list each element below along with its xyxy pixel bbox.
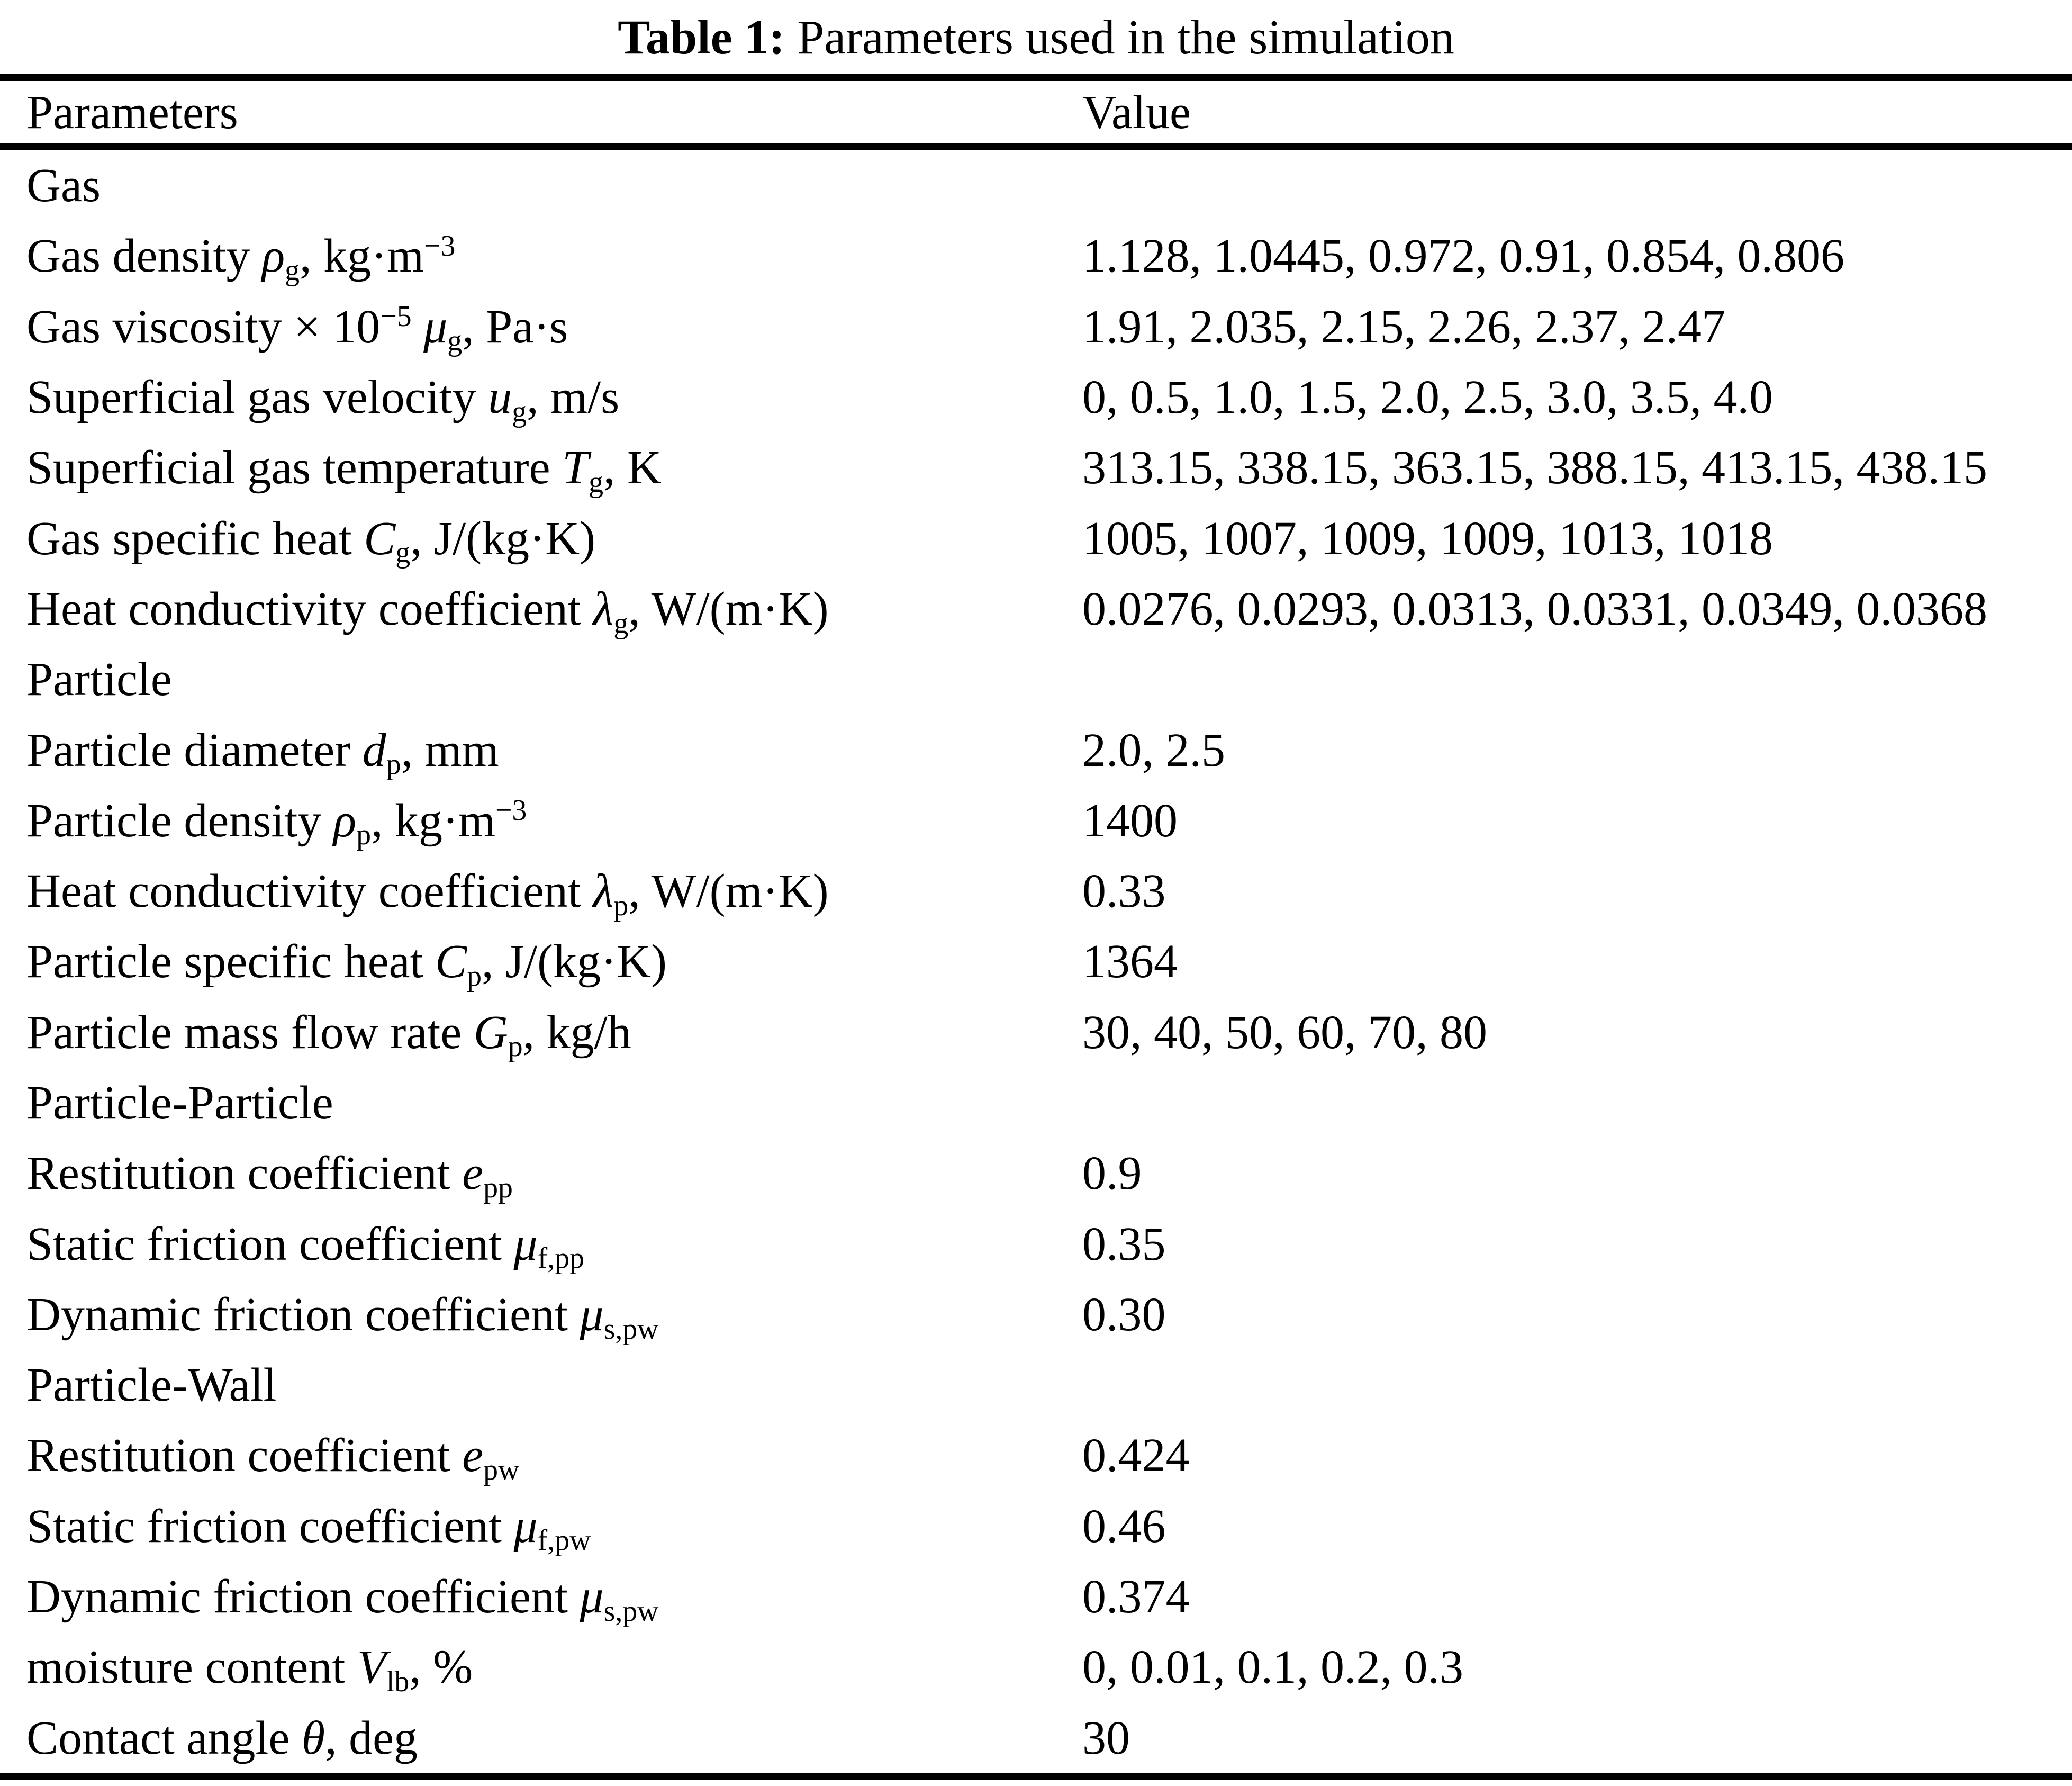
param-cell: [0, 300, 1082, 358]
value-cell: 313.15, 338.15, 363.15, 388.15, 413.15, 438.15: [1082, 441, 1987, 494]
param-text-segment: , deg: [325, 1711, 418, 1764]
param-text-segment: p: [467, 960, 482, 993]
param-text-segment: p: [613, 889, 629, 922]
param-text-segment: p: [386, 748, 401, 781]
param-text-segment: , kg/h: [522, 1006, 631, 1059]
param-text-segment: −5: [380, 300, 412, 333]
param-cell: [0, 934, 1082, 993]
param-text-segment: moisture content: [26, 1641, 357, 1694]
param-text-segment: μ: [580, 1571, 604, 1623]
table-row: [0, 1138, 2072, 1208]
param-text-segment: Heat conductivity coefficient: [26, 582, 593, 635]
value-cell: 0.374: [1082, 1571, 1190, 1623]
table-row: [0, 362, 2072, 432]
param-text-segment: lb: [386, 1665, 410, 1698]
param-text-segment: pp: [483, 1171, 513, 1204]
param-cell: [0, 1711, 1082, 1765]
param-text-segment: Heat conductivity coefficient: [26, 865, 593, 918]
table-row: [0, 1632, 2072, 1702]
value-cell: 0.0276, 0.0293, 0.0313, 0.0331, 0.0349, 0.0368: [1082, 582, 1987, 635]
value-cell: 30, 40, 50, 60, 70, 80: [1082, 1006, 1487, 1059]
value-cell: 30: [1082, 1711, 1130, 1764]
param-cell: [0, 1640, 1082, 1698]
param-text-segment: μ: [513, 1500, 538, 1553]
param-text-segment: [412, 301, 424, 353]
param-text-segment: ρ: [261, 230, 285, 283]
section-row: [0, 1350, 2072, 1420]
param-cell: [0, 229, 1082, 287]
value-cell: 1.91, 2.035, 2.15, 2.26, 2.37, 2.47: [1082, 300, 1725, 353]
value-cell: 0.30: [1082, 1288, 1166, 1341]
param-text-segment: , mm: [401, 724, 499, 777]
param-cell: [0, 1499, 1082, 1557]
value-cell: 0, 0.01, 0.1, 0.2, 0.3: [1082, 1641, 1463, 1694]
param-text-segment: pw: [483, 1454, 520, 1487]
param-text-segment: T: [562, 441, 589, 494]
caption-text: Parameters used in the simulation: [785, 10, 1454, 64]
param-text-segment: g: [589, 465, 604, 499]
param-text-segment: λ: [593, 582, 614, 635]
param-cell: [0, 1146, 1082, 1204]
param-text-segment: Particle density: [26, 794, 333, 847]
param-text-segment: Static friction coefficient: [26, 1500, 514, 1553]
param-text-segment: , W/(m·K): [628, 865, 829, 918]
param-text-segment: Gas specific heat: [26, 512, 364, 565]
table-row: [0, 432, 2072, 503]
value-cell: 0.9: [1082, 1147, 1142, 1200]
caption-label: Table 1:: [618, 10, 785, 64]
param-text-segment: λ: [593, 865, 614, 918]
param-text-segment: Particle mass flow rate: [26, 1006, 474, 1059]
table-header-row: [0, 81, 2072, 143]
value-cell: 0, 0.5, 1.0, 1.5, 2.0, 2.5, 3.0, 3.5, 4.0: [1082, 371, 1773, 424]
table-row: [0, 1703, 2072, 1773]
table-row: [0, 574, 2072, 644]
table-row: [0, 292, 2072, 362]
param-text-segment: Particle specific heat: [26, 935, 436, 988]
table-body: [0, 150, 2072, 1773]
param-text-segment: Static friction coefficient: [26, 1217, 514, 1270]
param-text-segment: s,pw: [603, 1594, 659, 1628]
param-text-segment: Gas viscosity × 10: [26, 300, 381, 353]
param-text-segment: Gas: [26, 159, 101, 212]
param-text-segment: , m/s: [527, 371, 620, 424]
param-cell: [0, 1005, 1082, 1063]
param-text-segment: u: [488, 371, 512, 424]
param-text-segment: g: [512, 395, 527, 428]
param-cell: [0, 1428, 1082, 1487]
param-cell: [0, 1076, 1082, 1130]
value-cell: 1364: [1082, 935, 1178, 988]
table-row: [0, 786, 2072, 856]
column-header-value: Value: [1082, 86, 1191, 139]
param-text-segment: p: [508, 1030, 523, 1063]
table-caption: [0, 0, 2072, 74]
value-cell: 1005, 1007, 1009, 1009, 1013, 1018: [1082, 512, 1773, 565]
param-cell: [0, 864, 1082, 922]
param-text-segment: g: [395, 536, 411, 570]
param-text-segment: Particle: [26, 653, 172, 706]
param-text-segment: f,pw: [537, 1524, 591, 1557]
value-cell: 0.424: [1082, 1429, 1190, 1482]
param-text-segment: , W/(m·K): [628, 582, 829, 635]
value-cell: 2.0, 2.5: [1082, 724, 1225, 777]
param-text-segment: μ: [513, 1217, 538, 1270]
param-text-segment: , K: [603, 441, 662, 494]
table-row: [0, 856, 2072, 926]
param-text-segment: , J/(kg·K): [410, 512, 596, 565]
section-row: [0, 1068, 2072, 1138]
param-text-segment: G: [473, 1006, 508, 1059]
param-text-segment: , kg·m: [370, 794, 495, 847]
value-cell: 1.128, 1.0445, 0.972, 0.91, 0.854, 0.806: [1082, 230, 1844, 283]
param-text-segment: −3: [424, 229, 456, 263]
param-text-segment: Contact angle: [26, 1711, 302, 1764]
param-text-segment: Particle diameter: [26, 724, 363, 777]
table-row: [0, 1491, 2072, 1562]
table-rule-bottom: [0, 1773, 2072, 1780]
param-text-segment: g: [447, 324, 463, 358]
param-text-segment: g: [285, 254, 300, 287]
param-cell: [0, 652, 1082, 707]
section-row: [0, 644, 2072, 715]
param-text-segment: θ: [301, 1711, 325, 1764]
param-text-segment: , J/(kg·K): [482, 935, 667, 988]
param-text-segment: Particle-Particle: [26, 1077, 333, 1129]
param-cell: [0, 723, 1082, 781]
param-text-segment: f,pp: [537, 1242, 584, 1275]
section-row: [0, 150, 2072, 221]
value-cell: 1400: [1082, 794, 1178, 847]
param-text-segment: , %: [409, 1641, 473, 1694]
param-cell: [0, 370, 1082, 428]
param-text-segment: e: [462, 1147, 484, 1200]
table-row: [0, 503, 2072, 573]
param-text-segment: Superficial gas temperature: [26, 441, 563, 494]
param-text-segment: Dynamic friction coefficient: [26, 1571, 580, 1623]
param-text-segment: Restitution coefficient: [26, 1429, 463, 1482]
param-text-segment: d: [362, 724, 386, 777]
param-text-segment: Restitution coefficient: [26, 1147, 463, 1200]
table-row: [0, 221, 2072, 291]
table-row: [0, 715, 2072, 785]
param-text-segment: C: [435, 935, 467, 988]
param-cell: [0, 440, 1082, 499]
param-text-segment: C: [364, 512, 396, 565]
param-text-segment: s,pw: [603, 1312, 659, 1346]
param-cell: [0, 1287, 1082, 1346]
param-cell: [0, 1217, 1082, 1275]
param-cell: [0, 793, 1082, 852]
param-text-segment: μ: [580, 1288, 604, 1341]
param-cell: [0, 582, 1082, 640]
table-row: [0, 926, 2072, 997]
param-text-segment: p: [356, 818, 371, 852]
param-text-segment: μ: [423, 300, 448, 353]
param-cell: [0, 1358, 1082, 1412]
value-cell: 0.46: [1082, 1500, 1166, 1553]
table-rule-header: [0, 143, 2072, 150]
param-text-segment: , kg·m: [300, 230, 424, 283]
table-row: [0, 1208, 2072, 1279]
param-cell: [0, 158, 1082, 213]
value-cell: 0.35: [1082, 1217, 1166, 1270]
table-rule-top: [0, 74, 2072, 81]
param-cell: [0, 1569, 1082, 1628]
param-text-segment: , Pa·s: [462, 300, 568, 353]
param-text-segment: g: [613, 607, 629, 640]
table-row: [0, 1562, 2072, 1632]
table-row: [0, 1420, 2072, 1491]
column-header-parameters: Parameters: [26, 86, 238, 139]
param-cell: [0, 511, 1082, 570]
param-text-segment: Gas density: [26, 230, 262, 283]
param-text-segment: Particle-Wall: [26, 1359, 277, 1412]
table-row: [0, 997, 2072, 1068]
param-text-segment: e: [462, 1429, 484, 1482]
param-text-segment: ρ: [333, 794, 357, 847]
param-text-segment: −3: [495, 794, 527, 827]
table-row: [0, 1279, 2072, 1350]
param-text-segment: Superficial gas velocity: [26, 371, 488, 424]
param-text-segment: Dynamic friction coefficient: [26, 1288, 580, 1341]
value-cell: 0.33: [1082, 865, 1166, 918]
param-text-segment: V: [357, 1641, 386, 1694]
